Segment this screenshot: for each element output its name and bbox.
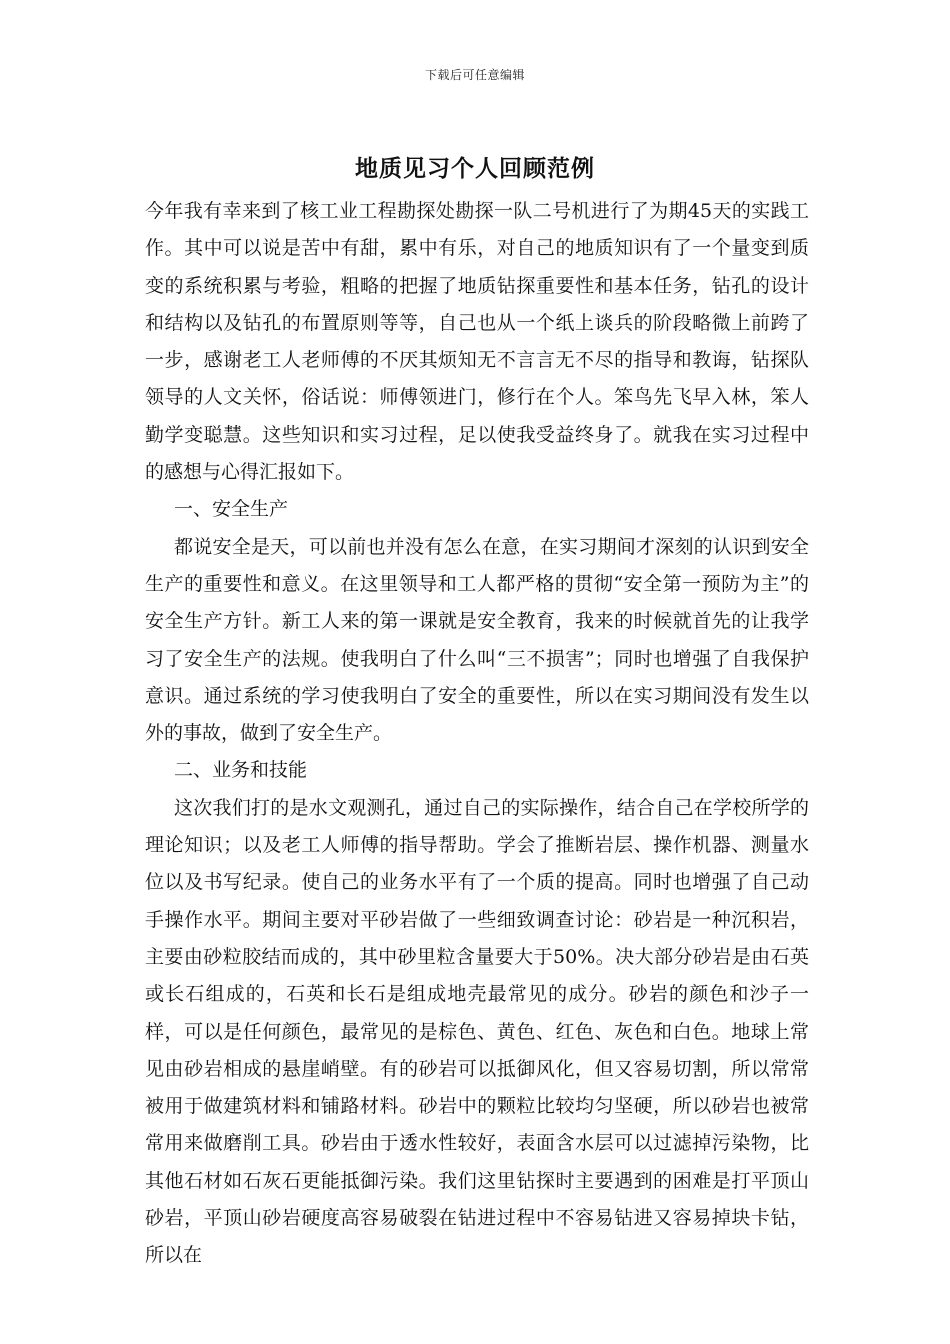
header-note: 下载后可任意编辑 — [424, 68, 525, 82]
paragraph-skills: 这次我们打的是水文观测孔，通过自己的实际操作，结合自己在学校所学的理论知识；以及老工人师傅的指导帮助。学会了推断岩层、操作机器、测量水位以及书写纪录。使自己的业务水平有了一个质的提高。同时也增强了自己动手操作水平。期间主要对平砂岩做了一些细致调查讨论：砂岩是一种沉积岩，主要由砂粒胶结而成的，其中砂里粒含量要大于50%。决大部分砂岩是由石英或长石组成的，石英和长石是组成地壳最常见的成分。砂岩的颜色和沙子一样，可以是任何颜色，最常见的是棕色、黄色、红色、灰色和白色。地球上常见由砂岩相成的悬崖峭壁。有的砂岩可以抵御风化，但又容易切割，所以常常被用于做建筑材料和铺路材料。砂岩中的颗粒比较均匀坚硬，所以砂岩也被常常用来做磨削工具。砂岩由于透水性较好，表面含水层可以过滤掉污染物，比其他石材如石灰石更能抵御污染。我们这里钻探时主要遇到的困难是打平顶山砂岩，平顶山砂岩硬度高容易破裂在钻进过程中不容易钻进又容易掉块卡钻，所以在 — [145, 796, 809, 1267]
section-heading-safety: 一、安全生产 — [174, 498, 289, 521]
page-title: 地质见习个人回顾范例 — [355, 155, 595, 182]
paragraph-intro: 今年我有幸来到了核工业工程勘探处勘探一队二号机进行了为期45天的实践工作。其中可以说是苦中有甜，累中有乐，对自己的地质知识有了一个量变到质变的系统积累与考验，粗略的把握了地质钻探重要性和基本任务，钻孔的设计和结构以及钻孔的布置原则等等，自己也从一个纸上谈兵的阶段略微上前跨了一步，感谢老工人老师傅的不厌其烦知无不言言无不尽的指导和教诲，钻探队领导的人文关怀，俗话说：师傅领进门，修行在个人。笨鸟先飞早入林，笨人勤学变聪慧。这些知识和实习过程，足以使我受益终身了。就我在实习过程中的感想与心得汇报如下。 — [145, 200, 809, 484]
paragraph-safety: 都说安全是天，可以前也并没有怎么在意，在实习期间才深刻的认识到安全生产的重要性和意义。在这里领导和工人都严格的贯彻“安全第一预防为主”的安全生产方针。新工人来的第一课就是安全教育，我来的时候就首先的让我学习了安全生产的法规。使我明白了什么叫“三不损害”；同时也增强了自我保护意识。通过系统的学习使我明白了安全的重要性，所以在实习期间没有发生以外的事故，做到了安全生产。 — [145, 535, 809, 745]
document-body — [145, 193, 809, 1275]
section-heading-skills: 二、业务和技能 — [174, 759, 308, 782]
